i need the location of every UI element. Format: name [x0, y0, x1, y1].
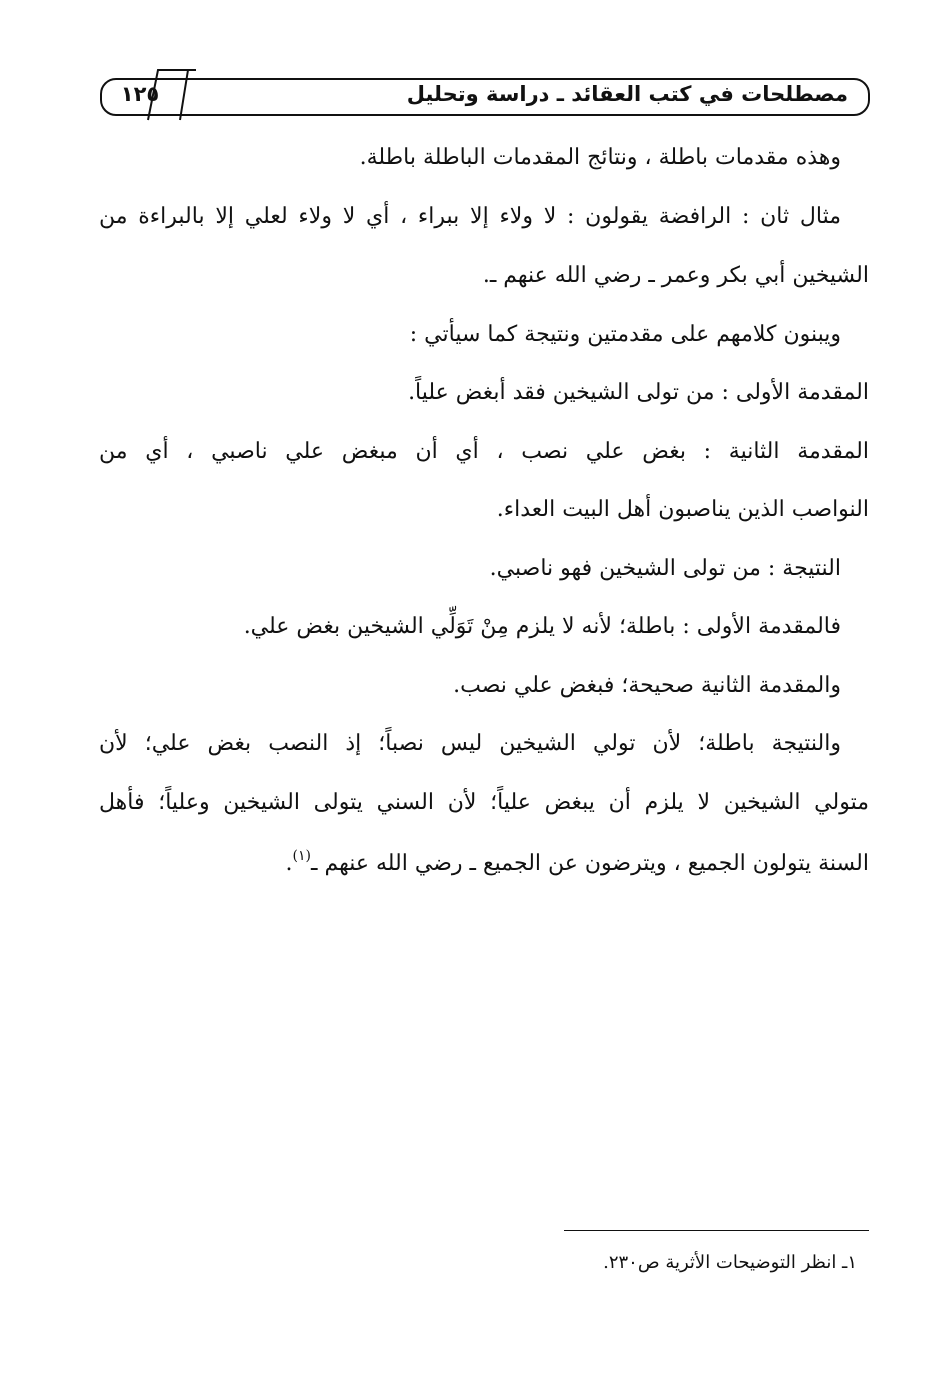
- body-line-10: والمقدمة الثانية صحيحة؛ فبغض علي نصب.: [453, 673, 841, 698]
- body-line-3: الشيخين أبي بكر وعمر ـ رضي الله عنهم ـ.: [482, 263, 869, 288]
- body-line-1: وهذه مقدمات باطلة ، ونتائج المقدمات الباطلة باطلة.: [359, 145, 841, 170]
- page-number: ١٢٥: [120, 82, 160, 106]
- book-title: مصطلحات في كتب العقائد ـ دراسة وتحليل: [406, 82, 848, 106]
- footnote-rule: [564, 1230, 869, 1231]
- body-line-13-text: السنة يتولون الجميع ، ويترضون عن الجميع ـ رضي الله عنهم ـ: [311, 851, 869, 876]
- body-line-9: فالمقدمة الأولى : باطلة؛ لأنه لا يلزم مِنْ تَوَلِّي الشيخين بغض علي.: [243, 614, 841, 639]
- body-line-13-end: .: [285, 851, 293, 876]
- body-line-5: المقدمة الأولى : من تولى الشيخين فقد أبغض علياً.: [408, 380, 869, 405]
- footnote-ref-1: (١): [292, 848, 311, 864]
- body-line-6: المقدمة الثانية : بغض علي نصب ، أي أن مبغض علي ناصبي ، أي من: [99, 439, 869, 464]
- body-line-8: النتيجة : من تولى الشيخين فهو ناصبي.: [489, 556, 841, 581]
- body-line-11: والنتيجة باطلة؛ لأن تولي الشيخين ليس نصباً؛ إذ النصب بغض علي؛ لأن: [99, 731, 841, 756]
- body-line-2: مثال ثان : الرافضة يقولون : لا ولاء إلا ببراء ، أي لا ولاء لعلي إلا بالبراءة من: [99, 204, 841, 229]
- body-line-12: متولي الشيخين لا يلزم أن يبغض علياً؛ لأن السني يتولى الشيخين وعلياً؛ فأهل: [99, 790, 869, 815]
- body-line-13: [99, 848, 869, 876]
- running-header: [100, 60, 870, 122]
- body-line-4: ويبنون كلامهم على مقدمتين ونتيجة كما سيأتي :: [409, 322, 841, 347]
- body-line-7: النواصب الذين يناصبون أهل البيت العداء.: [496, 497, 869, 522]
- footnote-1: ١ـ انظر التوضيحات الأثرية ص٢٣٠.: [603, 1252, 857, 1273]
